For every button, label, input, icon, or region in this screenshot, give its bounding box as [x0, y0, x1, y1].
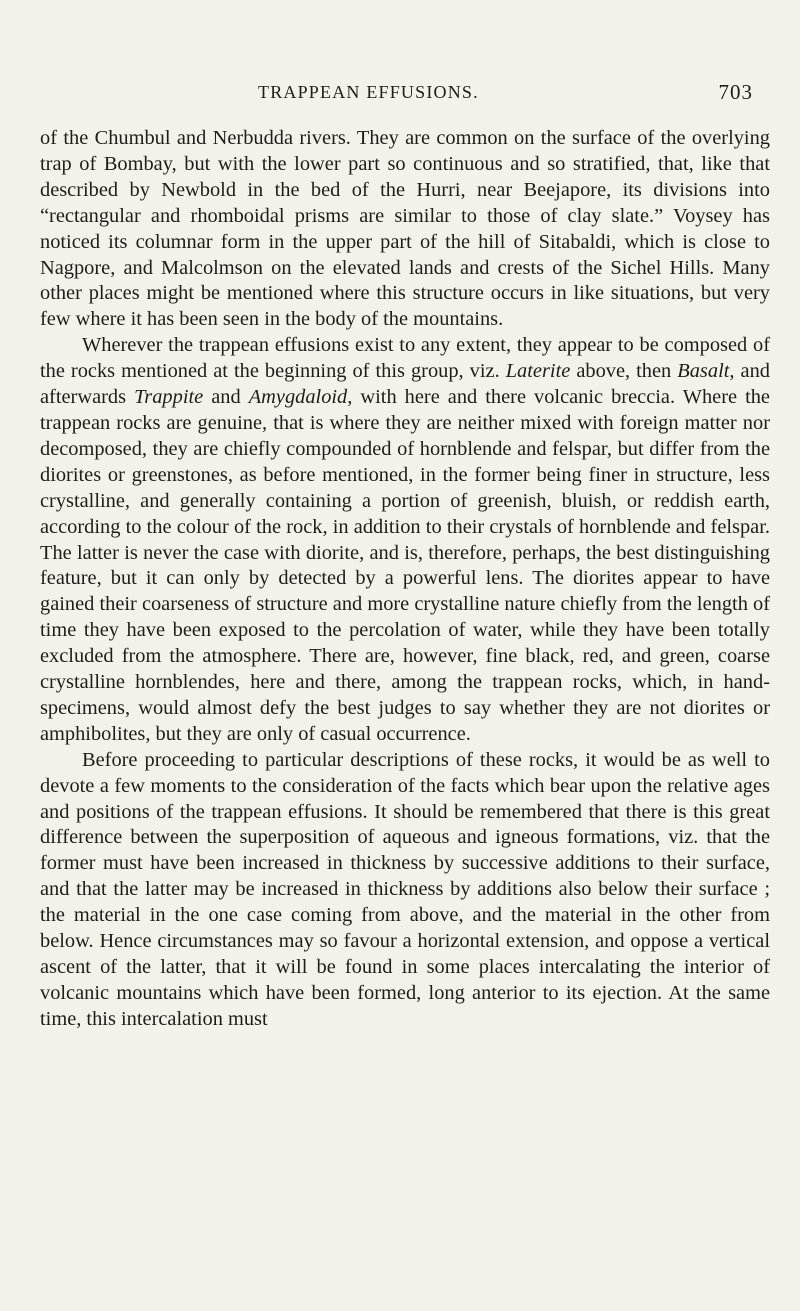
body-text — [40, 126, 770, 1033]
page-number: 703 — [718, 80, 753, 104]
term-trappite: Trappite — [134, 386, 204, 409]
term-amygdaloid: Amygdaloid — [248, 386, 348, 409]
paragraph-1: of the Chumbul and Nerbudda rivers. They are common on the surface of the overlying trap of Bombay, but with the lower part so continuous and so stratified, that, like that described by Newbold in the bed of the Hurri, near Beejapore, its divisions into “rectangular and rhomboidal prisms are similar to those of clay slate.” Voysey has noticed its columnar form in the upper part of the hill of Sitabaldi, which is close to Nagpore, and Malcolmson on the elevated lands and crests of the Sichel Hills. Many other places might be mentioned where this structure occurs in like situations, but very few where it has been seen in the body of the mountains. — [40, 127, 770, 331]
paragraph-2-text-b: above, then — [576, 360, 672, 383]
paragraph-2-text-d: and — [211, 386, 241, 409]
paragraph-2-text-c: , and afterwards — [40, 360, 770, 409]
paragraph-2 — [40, 333, 770, 748]
term-basalt: Basalt — [677, 360, 730, 383]
running-title: TRAPPEAN EFFUSIONS. — [258, 82, 479, 102]
paragraph-3: Before proceeding to particular descriptions of these rocks, it would be as well to devote a few moments to the consideration of the facts which bear upon the relative ages and positions of the trappean effusions. It should be remembered that there is this great difference between the superposition of aqueous and igneous formations, viz. that the former must have been increased in thickness by successive additions to their surface, and that the latter may be increased in thickness by additions also below their surface ; the material in the one case coming from above, and the material in the other from below. Hence circumstances may so favour a horizontal extension, and oppose a vertical ascent of the latter, that it will be found in some places intercalating the interior of volcanic mountains which have been formed, long anterior to its ejection. At the same time, this intercalation must — [40, 748, 770, 1030]
running-header — [0, 82, 800, 106]
term-laterite: Laterite — [505, 360, 571, 383]
paragraph-2-text-e: , with here and there volcanic breccia. Where the trappean rocks are genuine, that is where they are neither mixed with foreign matter nor decomposed, they are chiefly compounded of hornblende and felspar, but differ from the diorites or greenstones, as before mentioned, in the former being finer in structure, less crystalline, and generally containing a portion of greenish, bluish, or reddish earth, according to the colour of the rock, in addition to their crystals of hornblende and felspar. The latter is never the case with diorite, and is, therefore, perhaps, the best distinguishing feature, but it can only by detected by a powerful lens. The diorites appear to have gained their coarseness of structure and more crystalline nature chiefly from the length of time they have been exposed to the percolation of water, while they have been totally excluded from the atmosphere. There are, however, fine black, red, and green, coarse crystalline hornblendes, here and there, among the trappean rocks, which, in hand-specimens, would almost defy the best judges to say whether they are not diorites or amphibolites, but they are only of casual occurrence. — [40, 386, 770, 745]
paragraph-2-text-a: Wherever the trappean effusions exist to any extent, they appear to be composed of the rocks mentioned at the beginning of this group, viz. — [40, 334, 770, 383]
